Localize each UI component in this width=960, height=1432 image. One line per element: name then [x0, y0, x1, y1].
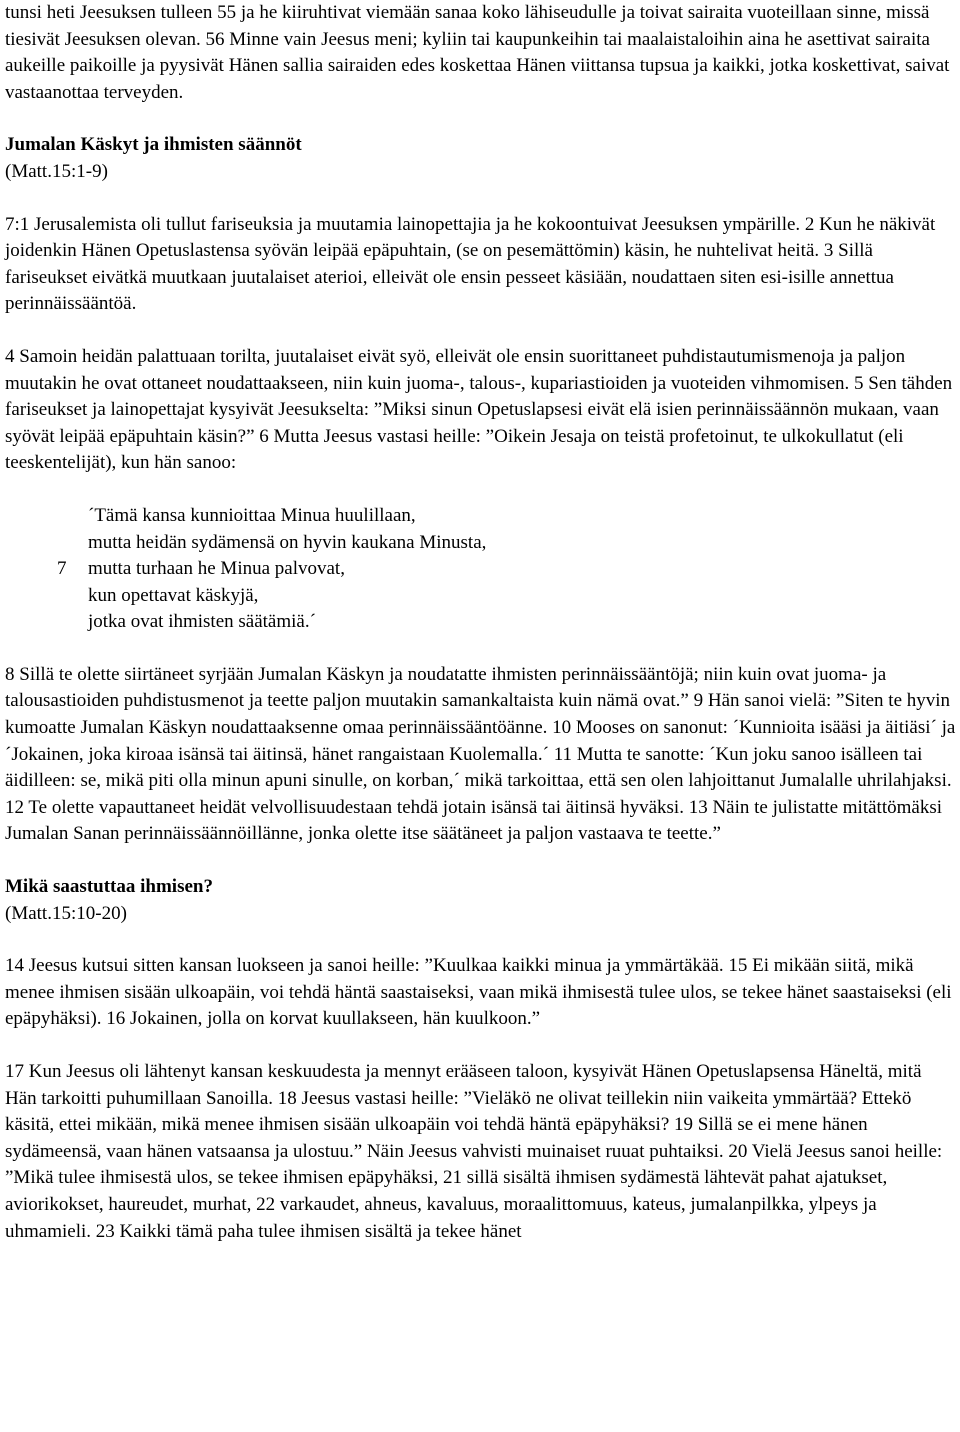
section-reference-matt-15-1-9: (Matt.15:1-9)	[5, 160, 108, 182]
paragraph-7-1: 7:1 Jerusalemista oli tullut fariseuksia ja muutamia lainopettajia ja he kokoontuivat Jeesuksen ympärille. 2 Kun he näkivät joidenkin Hänen Opetuslastensa syövän leipää epäpuhtain, (se on pesemättömin) käsin, he nuhtelivat heitä. 3 Sillä fariseukset eivätkä muutkaan juutalaiset aterioi, elleivät ole ensin pesseet käsiään, noudattaen siten esi-isille annettua perinnäissääntöä.	[5, 213, 936, 315]
section-reference-matt-15-10-20: (Matt.15:10-20)	[5, 902, 127, 924]
poem-line: mutta heidän sydämensä on hyvin kaukana Minusta,	[88, 531, 487, 553]
poem-line: kun opettavat käskyjä,	[88, 584, 259, 606]
intro-paragraph: tunsi heti Jeesuksen tulleen 55 ja he kiiruhtivat viemään sanaa koko lähiseudulle ja toivat sairaita vuoteillaan sinne, missä tiesivät Jeesuksen olevan. 56 Minne vain Jeesus meni; kyliin tai kaupunkeihin tai maalaistaloihin aina he asettivat sairaita aukeille paikoille ja pyysivät Hänen sallia sairaiden edes koskettaa Hänen viittansa tupsua ja kaikki, jotka koskettivat, saivat vastaanottaa terveyden.	[5, 2, 950, 103]
document-page	[5, 0, 957, 1271]
quoted-poem	[5, 503, 957, 636]
poem-line: jotka ovat ihmisten säätämiä.´	[88, 611, 316, 633]
paragraph-7-14: 14 Jeesus kutsui sitten kansan luokseen ja sanoi heille: ”Kuulkaa kaikki minua ja ymmärtäkää. 15 Ei mikään siitä, mikä menee ihmisen sisään ulkoapäin, voi tehdä häntä saastaiseksi, vaan mikä ihmisestä tulee ulos, se tekee hänet saastaiseksi (eli epäpyhäksi). 16 Jokainen, jolla on korvat kuullakseen, hän kuulkoon.”	[5, 955, 952, 1030]
poem-verse-number: 7	[57, 558, 67, 580]
paragraph-7-8: 8 Sillä te olette siirtäneet syrjään Jumalan Käskyn ja noudatatte ihmisten perinnäissääntöjä; niin kuin ovat juoma- ja talousastioiden puhdistusmenot ja teette paljon muutakin samankaltaista kuin nämä ovat.” 9 Hän sanoi vielä: ”Siten te hyvin kumoatte Jumalan Käskyn noudattaaksenne omaa perinnäissääntöänne. 10 Mooses on sanonut: ´Kunnioita isääsi ja äitiäsi´ ja ´Jokainen, joka kiroaa isänsä tai äitinsä, hänet rangaistaan Kuolemalla.´ 11 Mutta te sanotte: ´Kun joku sanoo isälleen tai äidilleen: se, mikä piti olla minun apuni sinulle, on korban,´ mikä tarkoittaa, että sen olen lahjoittanut Jumalalle uhrilahjaksi. 12 Te olette vapauttaneet heidät velvollisuudestaan tehdä jotain isänsä tai äitinsä hyväksi. 13 Näin te julistatte mitättömäksi Jumalan Sanan perinnäissäännöillänne, jonka olette itse säätäneet ja paljon vastaava te teette.”	[5, 663, 956, 845]
paragraph-7-17: 17 Kun Jeesus oli lähtenyt kansan keskuudesta ja mennyt erääseen taloon, kysyivät Hänen Opetuslapsensa Häneltä, mitä Hän tarkoitti puhumillaan Sanoilla. 18 Jeesus vastasi heille: ”Vieläkö ne olivat teillekin niin vaikeita ymmärtää? Ettekö käsitä, ettei mikään, mikä menee ihmisen sisään ulkoapäin voi tehdä häntä epäpyhäksi? 19 Sillä se ei mene hänen sydämeensä, vaan hänen vatsaansa ja ulostuu.” Näin Jeesus vahvisti muinaiset ruuat puhtaiksi. 20 Vielä Jeesus sanoi heille: ”Mikä tulee ihmisestä ulos, se tekee ihmisen epäpyhäksi, 21 sillä sisältä ihmisen sydämestä lähtevät pahat ajatukset, aviorikokset, haureudet, murhat, 22 varkaudet, ahneus, kavaluus, moraalittomuus, kateus, jumalanpilkka, ylpeys ja uhmamieli. 23 Kaikki tämä paha tulee ihmisen sisältä ja tekee hänet	[5, 1061, 943, 1242]
section-heading-commandments: Jumalan Käskyt ja ihmisten säännöt	[5, 134, 302, 156]
paragraph-7-4: 4 Samoin heidän palattuaan torilta, juutalaiset eivät syö, elleivät ole ensin suorittaneet puhdistautumismenoja ja paljon muutakin he ovat ottaneet noudattaakseen, niin kuin juoma-, talous-, kupariastioiden ja vuoteiden vihmomisen. 5 Sen tähden fariseukset ja lainopettajat kysyivät Jeesukselta: ”Miksi sinun Opetuslapsesi eivät elä isien perinnäissäännön mukaan, vaan syövät leipää epäpuhtain käsin?” 6 Mutta Jeesus vastasi heille: ”Oikein Jesaja on teistä profetoinut, te ulkokullatut (eli teeskentelijät), kun hän sanoo:	[5, 345, 953, 474]
poem-line: mutta turhaan he Minua palvovat,	[88, 558, 345, 580]
section-heading-defilement: Mikä saastuttaa ihmisen?	[5, 876, 213, 898]
poem-line: ´Tämä kansa kunnioittaa Minua huulillaan,	[88, 504, 416, 526]
